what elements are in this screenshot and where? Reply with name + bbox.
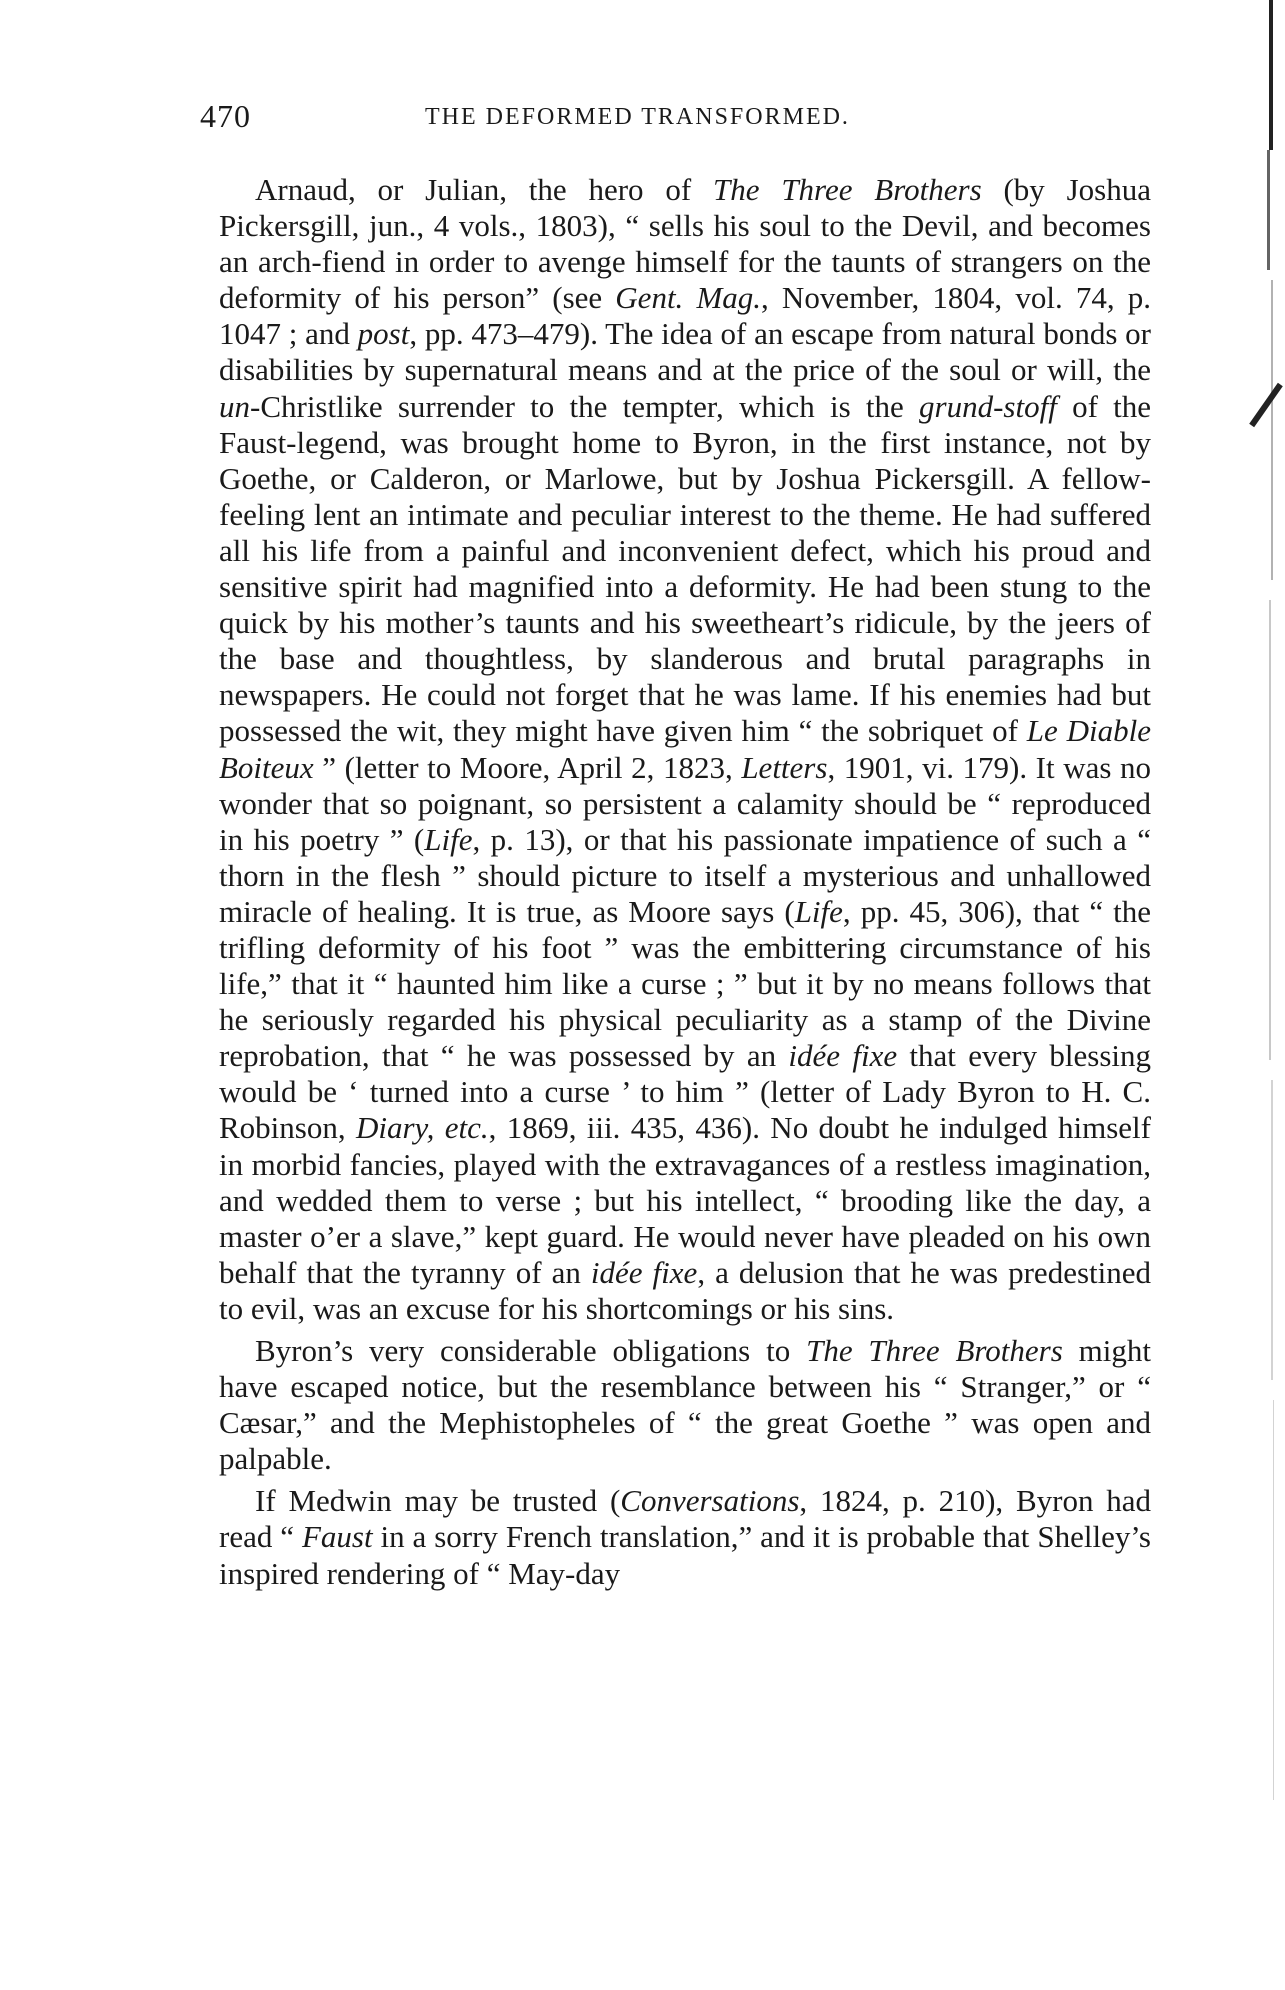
text-run: Arnaud, or Julian, the hero of xyxy=(255,172,713,207)
italic-text: idée fixe xyxy=(788,1038,898,1074)
italic-text: post xyxy=(357,316,410,352)
italic-text: Gent. Mag. xyxy=(615,280,762,316)
italic-text: Conversations xyxy=(620,1483,800,1519)
italic-text: The Three Brothers xyxy=(806,1333,1063,1368)
text-run: in a sorry French translation,” and it is probable that Shelley’s inspired rendering of “ May-day xyxy=(219,1519,1151,1591)
text-run: , a delusion that he was predestined to evil, was an excuse for his shortcomings or his sins. xyxy=(219,1254,1151,1326)
paragraph-1 xyxy=(219,172,1151,1327)
scan-mark xyxy=(1249,383,1283,427)
scan-mark xyxy=(1273,1400,1274,1800)
body-text xyxy=(219,172,1151,1598)
scan-mark xyxy=(1269,600,1271,1060)
running-head: THE DEFORMED TRANSFORMED. xyxy=(425,104,850,130)
text-run: of the Faust-legend, was brought home to Byron, in the first instance, not by Goethe, or Calderon, or Marlowe, but by Joshua Pickersgill. A fellow-feeling lent an intimate and peculiar interest to the theme. He had suffered all his life from a painful and inconvenient defect, which his proud and sensitive spirit had magnified into a deformity. He had been stung to the quick by his mother’s taunts and his sweetheart’s ridicule, by the jeers of the base and thoughtless, by slanderous and brutal paragraphs in newspapers. He could not forget that he was lame. If his enemies had but possessed the wit, they might have given him “ the sobriquet of xyxy=(219,388,1151,749)
italic-text: Life xyxy=(424,821,473,857)
italic-text: Life xyxy=(794,893,843,929)
italic-text: The Three Brothers xyxy=(713,172,982,207)
page-number: 470 xyxy=(200,98,251,134)
italic-text: grund-stoff xyxy=(919,388,1057,424)
italic-text: idée fixe xyxy=(590,1254,698,1290)
scan-mark xyxy=(1267,150,1270,270)
text-run: Byron’s very considerable obligations to xyxy=(255,1333,807,1368)
paragraph-3 xyxy=(219,1483,1151,1591)
scan-mark xyxy=(1269,0,1273,150)
text-run: , 1824, p. 210), Byron had read “ xyxy=(219,1483,1151,1555)
text-run: might have escaped notice, but the resemblance between his “ Stranger,” or “ Cæsar,” and the Mephistopheles of “ the great Goethe ” was open and palpable. xyxy=(219,1333,1152,1477)
text-run: that every blessing would be ‘ turned into a curse ’ to him ” (letter of Lady Byron to H. C. Robinson, xyxy=(219,1038,1151,1146)
text-run: , 1901, vi. 179). It was no wonder that so poignant, so persistent a calamity should be “ reproduced in his poetry ” ( xyxy=(219,749,1151,857)
scan-mark xyxy=(1271,280,1273,580)
italic-text: Letters xyxy=(741,749,828,785)
text-run: , pp. 473–479). The idea of an escape from natural bonds or disabilities by supernatural means and at the price of the soul or will, the xyxy=(219,316,1151,388)
text-run: , pp. 45, 306), that “ the trifling deformity of his foot ” was the embittering circumstance of his life,” that it “ haunted him like a curse ; ” but it by no means follows that he seriously regarded his physical peculiarity as a stamp of the Divine reprobation, that “ he was possessed by an xyxy=(219,893,1151,1074)
scan-edge-artifact xyxy=(1259,0,1281,1990)
italic-text: Faust xyxy=(301,1519,373,1555)
italic-text: Diary, etc. xyxy=(355,1110,489,1146)
text-run: ” (letter to Moore, April 2, 1823, xyxy=(313,749,742,785)
text-run: , November, 1804, vol. 74, p. 1047 ; and xyxy=(219,280,1151,352)
text-run: , 1869, iii. 435, 436). No doubt he indulged himself in morbid fancies, played with the extravagances of a restless imagination, and wedded them to verse ; but his intellect, “ brooding like the day, a master o’er a slave,” kept guard. He would never have pleaded on his own behalf that the tyranny of an xyxy=(219,1110,1151,1290)
text-run: -Christlike surrender to the tempter, which is the xyxy=(250,388,920,424)
text-run: , p. 13), or that his passionate impatience of such a “ thorn in the flesh ” should picture to itself a mysterious and unhallowed miracle of healing. It is true, as Moore says ( xyxy=(219,821,1151,929)
scan-mark xyxy=(1271,1080,1273,1380)
text-run: (by Joshua Pickersgill, jun., 4 vols., 1803), “ sells his soul to the Devil, and becomes an arch-fiend in order to avenge himself for the taunts of strangers on the deformity of his person” (see xyxy=(219,172,1151,316)
text-run: If Medwin may be trusted ( xyxy=(255,1483,621,1519)
italic-text: un xyxy=(219,388,250,424)
italic-text: Le Diable Boiteux xyxy=(219,713,1151,785)
paragraph-2 xyxy=(219,1333,1151,1477)
page-header xyxy=(200,98,1160,138)
